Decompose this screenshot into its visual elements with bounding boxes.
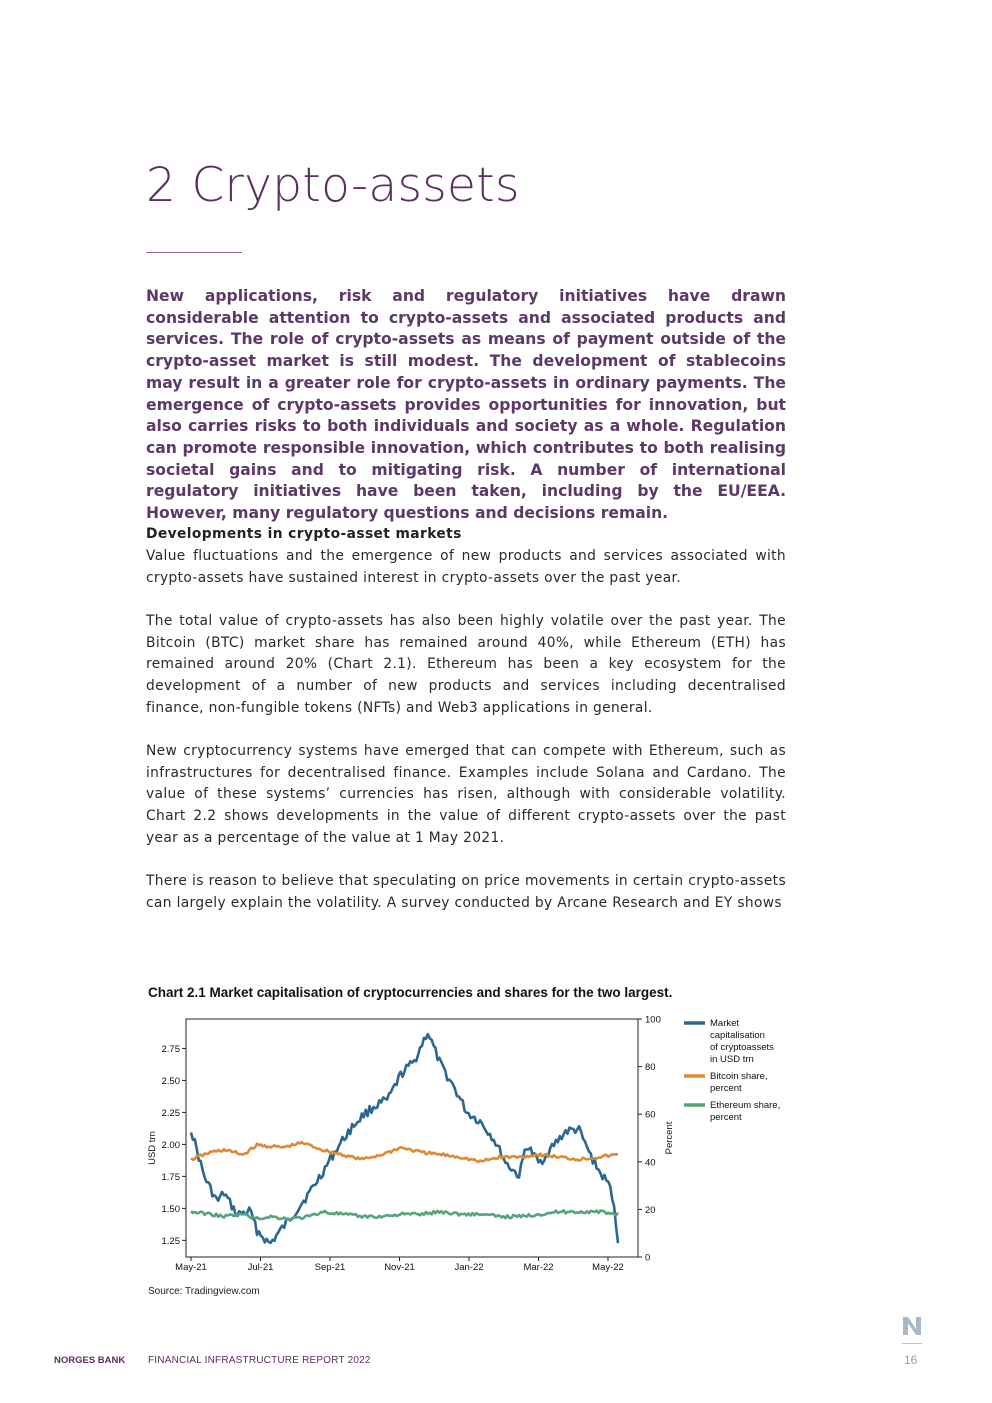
left-tick-label: 1.25: [161, 1235, 180, 1247]
x-tick-label: Sep-21: [314, 1262, 346, 1273]
x-tick-label: Jan-22: [454, 1262, 484, 1273]
right-axis-label: Percent: [664, 1121, 675, 1155]
left-axis-label: USD trn: [147, 1131, 158, 1165]
right-tick-label: 100: [645, 1014, 661, 1026]
left-tick-label: 2.50: [161, 1075, 180, 1087]
right-tick-label: 80: [645, 1062, 656, 1074]
section-subheading: Developments in crypto-asset markets: [146, 526, 462, 542]
x-tick-label: May-21: [175, 1262, 207, 1273]
left-tick-label: 1.50: [161, 1203, 180, 1215]
legend-label-0: of cryptoassets: [710, 1042, 774, 1053]
body-paragraph-2: The total value of crypto-assets has also been highly volatile over the past year. The Bitcoin (BTC) market share has remained around 40%, while Ethereum (ETH) has remained around 20% (Chart 2.1). Ethereum has been a key ecosystem for the development of a number of new products and services including decentralised finance, non-fungible tokens (NFTs) and Web3 applications in general.: [146, 613, 786, 716]
right-tick-label: 0: [645, 1252, 651, 1264]
page-title: 2 Crypto-assets: [146, 158, 520, 213]
logo-underline: [902, 1343, 922, 1344]
x-axis: [175, 1257, 624, 1273]
legend-label-2: Ethereum share,: [710, 1100, 781, 1111]
legend: [684, 1018, 780, 1123]
right-axis: [638, 1015, 661, 1264]
x-tick-label: May-22: [592, 1262, 624, 1273]
footer-report-title: FINANCIAL INFRASTRUCTURE REPORT 2022: [148, 1355, 371, 1366]
right-tick-label: 20: [645, 1204, 656, 1216]
page-number: 16: [904, 1353, 918, 1367]
body-paragraph-1: Value fluctuations and the emergence of new products and services associated with crypto-assets have sustained interest in crypto-assets over the past year.: [146, 548, 786, 586]
left-tick-label: 2.25: [161, 1107, 180, 1119]
series-line-0: [191, 1034, 618, 1243]
x-tick-label: Jul-21: [247, 1262, 274, 1273]
chart-source: Source: Tradingview.com: [148, 1286, 260, 1297]
legend-label-0: Market: [710, 1018, 740, 1029]
footer-brand: NORGES BANK: [54, 1355, 126, 1366]
x-tick-label: Mar-22: [523, 1262, 554, 1273]
series-lines: [191, 1034, 618, 1243]
body-paragraph-3: New cryptocurrency systems have emerged that can compete with Ethereum, such as infrastructures for decentralised finance. Examples include Solana and Cardano. The value of these systems’ currencies has risen, although with considerable volatility. Chart 2.2 shows developments in the value of different crypto-assets over the past year as a percentage of the value at 1 May 2021.: [146, 743, 786, 846]
lead-paragraph: New applications, risk and regulatory initiatives have drawn considerable attention to crypto-assets and associated products and services. The role of crypto-assets as means of payment outside of the crypto-asset market is still modest. The development of stablecoins may result in a greater role for crypto-assets in ordinary payments. The emergence of crypto-assets provides opportunities for innovation, but also carries risks to both individuals and society as a whole. Regulation can promote responsible innovation, which contributes to both realising societal gains and to mitigating risk. A number of international regulatory initiatives have been taken, including by the EU/EEA. However, many regulatory questions and decisions remain.: [146, 287, 786, 523]
legend-label-0: capitalisation: [710, 1030, 765, 1041]
x-tick-label: Nov-21: [384, 1262, 415, 1273]
title-rule: [146, 252, 242, 253]
right-tick-label: 60: [645, 1109, 656, 1121]
legend-label-1: Bitcoin share,: [710, 1071, 768, 1082]
norges-bank-logo-icon: [902, 1316, 922, 1336]
series-line-1: [191, 1142, 618, 1162]
series-line-2: [191, 1210, 618, 1220]
body-paragraph-4: There is reason to believe that speculating on price movements in certain crypto-assets can largely explain the volatility. A survey conducted by Arcane Research and EY shows: [146, 873, 786, 911]
left-tick-label: 2.00: [161, 1139, 180, 1151]
plot-frame: [186, 1019, 638, 1257]
legend-label-0: in USD trn: [710, 1054, 754, 1065]
left-tick-label: 1.75: [161, 1171, 180, 1183]
legend-label-1: percent: [710, 1083, 742, 1094]
left-tick-label: 2.75: [161, 1043, 180, 1055]
left-axis: [162, 1044, 187, 1247]
right-tick-label: 40: [645, 1157, 656, 1169]
legend-label-2: percent: [710, 1112, 742, 1123]
chart-title: Chart 2.1 Market capitalisation of cryptocurrencies and shares for the two largest.: [148, 985, 673, 1000]
